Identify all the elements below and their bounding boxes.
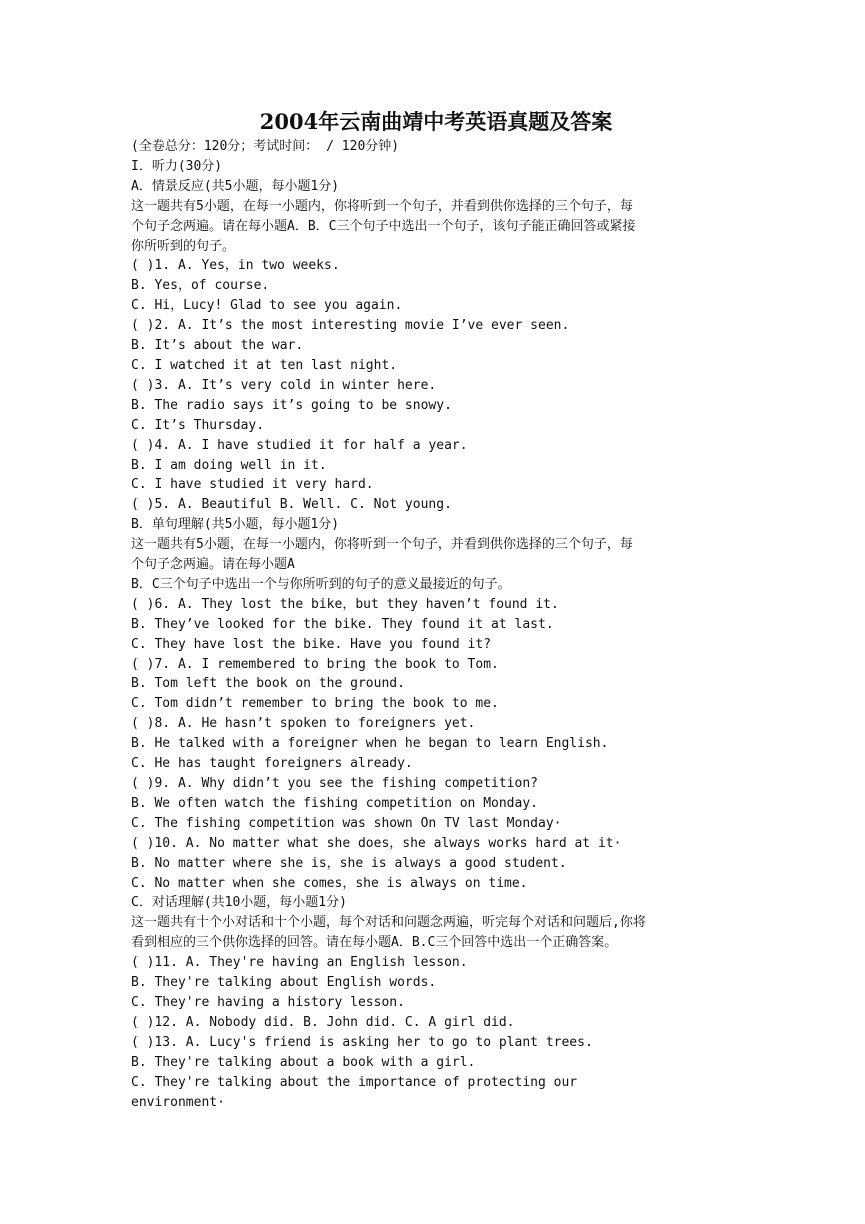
text-line: C. They're talking about the importance of protecting our: [131, 1074, 578, 1090]
text-line: C. The fishing competition was shown On TV last Monday·: [131, 815, 562, 831]
text-line: ( )12. A. Nobody did. B. John did. C. A girl did.: [131, 1014, 515, 1030]
text-line: A．情景反应(共5小题，每小题1分): [131, 178, 340, 194]
text-line: B. We often watch the fishing competition on Monday.: [131, 795, 538, 811]
text-line: ( )8. A. He hasn’t spoken to foreigners yet.: [131, 716, 476, 732]
text-line: ( )2. A. It’s the most interesting movie I’ve ever seen.: [131, 318, 570, 334]
text-line: ( )7. A. I remembered to bring the book to Tom.: [131, 656, 499, 672]
text-line: 这一题共有十个小对话和十个小题，每个对话和问题念两遍，听完每个对话和问题后,你将: [131, 915, 646, 931]
text-line: ( )10. A. No matter what she does，she always works hard at it·: [131, 835, 622, 851]
text-line: C. Hi，Lucy! Glad to see you again.: [131, 298, 403, 314]
text-line: ( )3. A. It’s very cold in winter here.: [131, 377, 437, 393]
text-line: B. They’ve looked for the bike. They found it at last.: [131, 616, 554, 632]
text-line: B. They're talking about a book with a girl.: [131, 1054, 476, 1070]
text-line: ( )9. A. Why didn’t you see the fishing competition?: [131, 776, 538, 791]
text-line: 你所听到的句子。: [131, 238, 236, 254]
text-line: B. Tom left the book on the ground.: [131, 676, 405, 692]
text-line: C. I watched it at ten last night.: [131, 357, 398, 373]
text-line: ( )6. A. They lost the bike，but they haven’t found it.: [131, 596, 559, 612]
text-line: C．对话理解(共10小题，每小题1分): [131, 895, 347, 911]
text-line: B. He talked with a foreigner when he began to learn English.: [131, 736, 609, 752]
text-line: B．C三个句子中选出一个与你所听到的句子的意义最接近的句子。: [131, 576, 511, 592]
text-line: 个句子念两遍。请在每小题A: [131, 557, 295, 573]
text-line: B. The radio says it’s going to be snowy.: [131, 397, 452, 413]
text-line: ( )13. A. Lucy's friend is asking her to go to plant trees.: [131, 1034, 593, 1050]
text-line: C. Tom didn’t remember to bring the book to me.: [131, 696, 499, 712]
text-line: B. It’s about the war.: [131, 338, 304, 354]
text-line: 这一题共有5小题，在每一小题内，你将听到一个句子，并看到供你选择的三个句子，每: [131, 198, 633, 214]
text-line: ( )1. A. Yes，in two weeks.: [131, 258, 340, 274]
text-line: ( )11. A. They're having an English lesson.: [131, 955, 468, 971]
text-line: I．听力(30分): [131, 158, 223, 174]
exam-page: [131, 107, 741, 1112]
text-line: 个句子念两遍。请在每小题A．B．C三个句子中选出一个句子，该句子能正确回答或紧接: [131, 218, 636, 234]
text-line: B. I am doing well in it.: [131, 457, 327, 473]
text-line: C. They have lost the bike. Have you found it?: [131, 636, 492, 652]
text-line: C. He has taught foreigners already.: [131, 756, 413, 772]
text-line: C. No matter when she comes，she is always on time.: [131, 875, 528, 891]
text-line: 看到相应的三个供你选择的回答。请在每小题A．B.C三个回答中选出一个正确答案。: [131, 935, 618, 951]
text-line: C. They're having a history lesson.: [131, 994, 405, 1010]
page-title: 2004年云南曲靖中考英语真题及答案: [259, 109, 613, 134]
exam-body: [131, 137, 741, 1112]
text-line: (全卷总分：120分；考试时间： / 120分钟): [131, 139, 400, 154]
text-line: B. Yes，of course.: [131, 278, 270, 294]
text-line: C. It’s Thursday.: [131, 417, 265, 433]
text-line: ( )5. A. Beautiful B. Well. C. Not young.: [131, 497, 452, 513]
text-line: ( )4. A. I have studied it for half a year.: [131, 437, 468, 453]
text-line: C. I have studied it very hard.: [131, 477, 374, 493]
text-line: B. No matter where she is，she is always a good student.: [131, 855, 567, 871]
text-line: 这一题共有5小题，在每一小题内，你将听到一个句子，并看到供你选择的三个句子，每: [131, 537, 633, 553]
text-line: B. They're talking about English words.: [131, 975, 437, 991]
text-line: B．单句理解(共5小题，每小题1分): [131, 517, 340, 533]
text-line: environment·: [131, 1094, 225, 1110]
